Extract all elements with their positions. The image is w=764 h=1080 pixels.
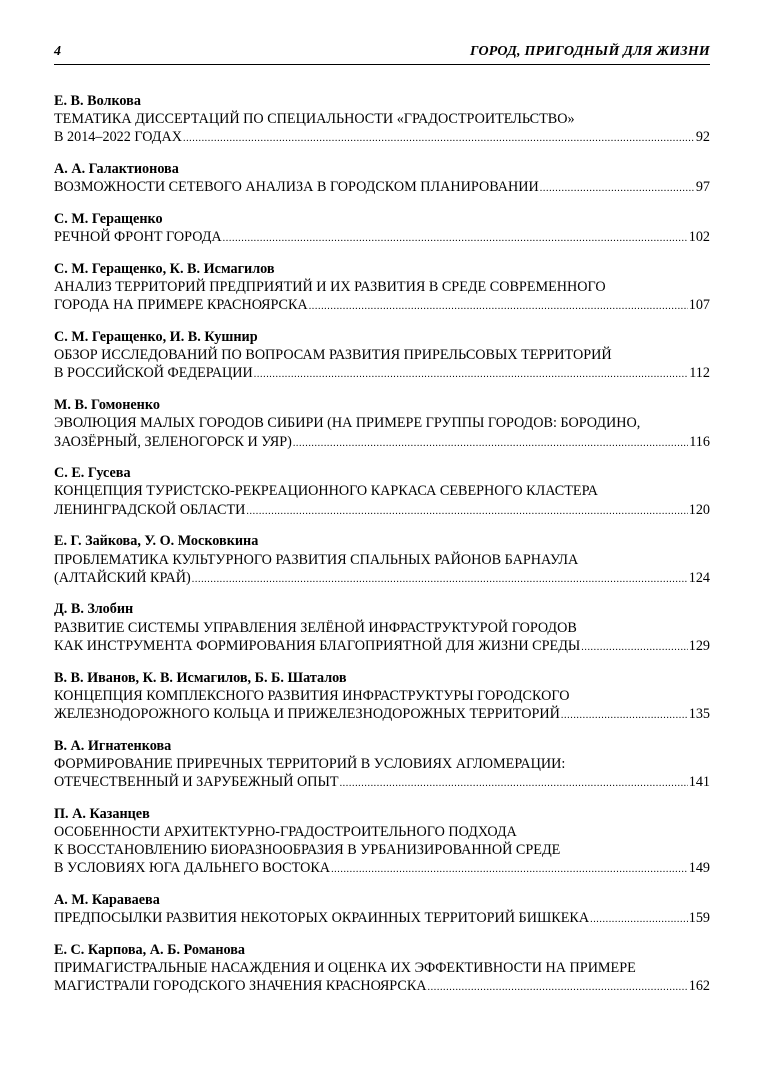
entry-title-line: ПРИМАГИСТРАЛЬНЫЕ НАСАЖДЕНИЯ И ОЦЕНКА ИХ ЭФФЕКТИВНОСТИ НА ПРИМЕРЕ (54, 960, 636, 977)
entry-author: С. Е. Гусева (54, 465, 131, 482)
toc-entry (54, 669, 710, 726)
entry-page-number: 159 (688, 910, 710, 927)
entry-title-last-line (54, 909, 710, 929)
entry-title-text: ЛЕНИНГРАДСКОЙ ОБЛАСТИ (54, 501, 246, 518)
dot-leader (192, 571, 688, 589)
running-title: ГОРОД, ПРИГОДНЫЙ ДЛЯ ЖИЗНИ (469, 44, 710, 59)
dot-leader (590, 911, 688, 929)
dot-leader (331, 861, 688, 879)
toc-entry (54, 600, 710, 657)
toc-entry (54, 210, 710, 248)
entry-page-number: 124 (688, 569, 710, 586)
entry-author: А. М. Караваева (54, 892, 160, 909)
entry-page-number: 102 (688, 229, 710, 246)
entry-author: Е. С. Карпова, А. Б. Романова (54, 942, 246, 959)
entry-title-last-line (54, 773, 710, 793)
entry-author: С. М. Геращенко, К. В. Исмагилов (54, 260, 275, 277)
entry-author: С. М. Геращенко (54, 211, 163, 228)
entry-title-text: ЖЕЛЕЗНОДОРОЖНОГО КОЛЬЦА И ПРИЖЕЛЕЗНОДОРОЖНЫХ ТЕРРИТОРИЙ (54, 705, 560, 722)
entry-author: Д. В. Злобин (54, 601, 134, 618)
entry-author: А. А. Галактионова (54, 161, 179, 178)
entry-page-number: 149 (688, 860, 710, 877)
entry-author: М. В. Гомоненко (54, 397, 160, 414)
entry-title-line: КОНЦЕПЦИЯ ТУРИСТСКО-РЕКРЕАЦИОННОГО КАРКАСА СЕВЕРНОГО КЛАСТЕРА (54, 483, 598, 500)
dot-leader (293, 435, 688, 453)
entry-author: В. В. Иванов, К. В. Исмагилов, Б. Б. Шаталов (54, 669, 347, 686)
entry-page-number: 162 (688, 978, 710, 995)
entry-title-line: АНАЛИЗ ТЕРРИТОРИЙ ПРЕДПРИЯТИЙ И ИХ РАЗВИТИЯ В СРЕДЕ СОВРЕМЕННОГО (54, 279, 606, 296)
dot-leader (183, 130, 695, 148)
entry-page-number: 135 (688, 705, 710, 722)
dot-leader (340, 775, 688, 793)
entry-author: Е. Г. Зайкова, У. О. Московкина (54, 533, 259, 550)
entry-title-last-line (54, 228, 710, 248)
entry-author: П. А. Казанцев (54, 805, 150, 822)
table-of-contents (54, 92, 710, 1009)
dot-leader (254, 366, 688, 384)
toc-entry (54, 737, 710, 794)
entry-title-text: В УСЛОВИЯХ ЮГА ДАЛЬНЕГО ВОСТОКА (54, 860, 331, 877)
toc-entry (54, 805, 710, 880)
entry-title-line: ОБЗОР ИССЛЕДОВАНИЙ ПО ВОПРОСАМ РАЗВИТИЯ ПРИРЕЛЬСОВЫХ ТЕРРИТОРИЙ (54, 347, 612, 364)
entry-title-last-line (54, 433, 710, 453)
entry-page-number: 116 (689, 433, 710, 450)
entry-title-line: РАЗВИТИЕ СИСТЕМЫ УПРАВЛЕНИЯ ЗЕЛЁНОЙ ИНФРАСТРУКТУРОЙ ГОРОДОВ (54, 619, 577, 636)
entry-title-line: ТЕМАТИКА ДИССЕРТАЦИЙ ПО СПЕЦИАЛЬНОСТИ «ГРАДОСТРОИТЕЛЬСТВО» (54, 111, 575, 128)
entry-title-last-line (54, 637, 710, 657)
entry-author: В. А. Игнатенкова (54, 737, 172, 754)
dot-leader (309, 298, 688, 316)
entry-title-last-line (54, 705, 710, 725)
entry-title-last-line (54, 178, 710, 198)
entry-page-number: 97 (695, 179, 710, 196)
entry-title-text: ОТЕЧЕСТВЕННЫЙ И ЗАРУБЕЖНЫЙ ОПЫТ (54, 774, 339, 791)
toc-entry (54, 891, 710, 929)
entry-page-number: 107 (688, 297, 710, 314)
toc-entry (54, 464, 710, 521)
dot-leader (246, 503, 687, 521)
page-header (54, 42, 710, 65)
entry-author: Е. В. Волкова (54, 93, 141, 109)
entry-title-line: ПРОБЛЕМАТИКА КУЛЬТУРНОГО РАЗВИТИЯ СПАЛЬНЫХ РАЙОНОВ БАРНАУЛА (54, 551, 579, 568)
entry-page-number: 141 (688, 774, 710, 791)
entry-title-text: ГОРОДА НА ПРИМЕРЕ КРАСНОЯРСКА (54, 297, 308, 314)
entry-title-last-line (54, 977, 710, 997)
dot-leader (561, 707, 688, 725)
entry-author: С. М. Геращенко, И. В. Кушнир (54, 329, 258, 346)
entry-title-text: ПРЕДПОСЫЛКИ РАЗВИТИЯ НЕКОТОРЫХ ОКРАИННЫХ ТЕРРИТОРИЙ БИШКЕКА (54, 910, 590, 927)
toc-entry (54, 92, 710, 149)
entry-title-last-line (54, 296, 710, 316)
entry-page-number: 120 (688, 501, 710, 518)
entry-title-line: К ВОССТАНОВЛЕНИЮ БИОРАЗНООБРАЗИЯ В УРБАНИЗИРОВАННОЙ СРЕДЕ (54, 842, 561, 859)
toc-entry (54, 941, 710, 998)
entry-title-last-line (54, 128, 710, 148)
entry-title-text: В 2014–2022 ГОДАХ (54, 129, 182, 146)
toc-entry (54, 328, 710, 385)
entry-title-last-line (54, 569, 710, 589)
entry-title-text: РЕЧНОЙ ФРОНТ ГОРОДА (54, 229, 222, 246)
entry-title-text: КАК ИНСТРУМЕНТА ФОРМИРОВАНИЯ БЛАГОПРИЯТНОЙ ДЛЯ ЖИЗНИ СРЕДЫ (54, 637, 581, 654)
entry-title-last-line (54, 364, 710, 384)
entry-title-text: (АЛТАЙСКИЙ КРАЙ) (54, 569, 191, 586)
toc-entry (54, 396, 710, 453)
entry-title-line: ФОРМИРОВАНИЕ ПРИРЕЧНЫХ ТЕРРИТОРИЙ В УСЛОВИЯХ АГЛОМЕРАЦИИ: (54, 755, 566, 772)
toc-entry (54, 160, 710, 198)
entry-title-line: КОНЦЕПЦИЯ КОМПЛЕКСНОГО РАЗВИТИЯ ИНФРАСТРУКТУРЫ ГОРОДСКОГО (54, 687, 570, 704)
dot-leader (223, 230, 688, 248)
dot-leader (540, 180, 695, 198)
entry-title-last-line (54, 501, 710, 521)
entry-title-text: МАГИСТРАЛИ ГОРОДСКОГО ЗНАЧЕНИЯ КРАСНОЯРСКА (54, 978, 427, 995)
toc-entry (54, 260, 710, 317)
entry-title-line: ЭВОЛЮЦИЯ МАЛЫХ ГОРОДОВ СИБИРИ (НА ПРИМЕРЕ ГРУППЫ ГОРОДОВ: БОРОДИНО, (54, 415, 641, 432)
entry-page-number: 129 (688, 637, 710, 654)
entry-title-text: ЗАОЗЁРНЫЙ, ЗЕЛЕНОГОРСК И УЯР) (54, 433, 292, 450)
toc-entry (54, 532, 710, 589)
dot-leader (581, 639, 687, 657)
entry-page-number: 92 (695, 129, 710, 146)
entry-title-last-line (54, 859, 710, 879)
entry-title-text: В РОССИЙСКОЙ ФЕДЕРАЦИИ (54, 365, 253, 382)
entry-page-number: 112 (689, 365, 710, 382)
dot-leader (428, 979, 688, 997)
entry-title-line: ОСОБЕННОСТИ АРХИТЕКТУРНО-ГРАДОСТРОИТЕЛЬНОГО ПОДХОДА (54, 824, 517, 840)
entry-title-text: ВОЗМОЖНОСТИ СЕТЕВОГО АНАЛИЗА В ГОРОДСКОМ ПЛАНИРОВАНИИ (54, 179, 539, 196)
page-number: 4 (54, 44, 61, 59)
